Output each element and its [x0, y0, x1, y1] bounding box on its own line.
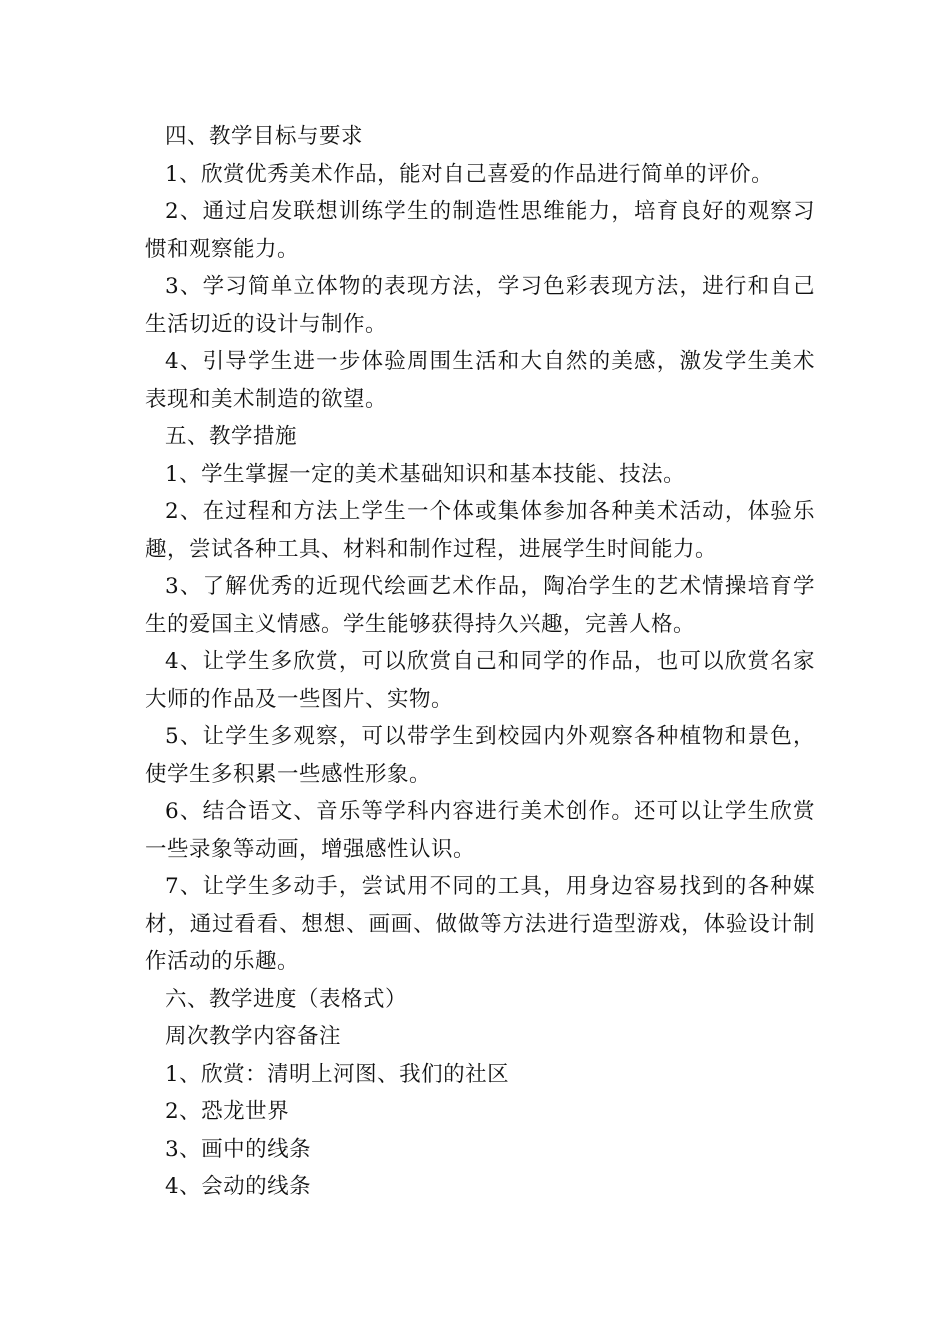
schedule-item-3: 3、画中的线条: [165, 1136, 312, 1162]
measure-item-2: 2、在过程和方法上学生一个体或集体参加各种美术活动，体验乐趣，尝试各种工具、材料和制作过程，进展学生时间能力。: [145, 499, 815, 562]
measure-item-1: 1、学生掌握一定的美术基础知识和基本技能、技法。: [165, 461, 686, 487]
goal-item-1: 1、欣赏优秀美术作品，能对自己喜爱的作品进行简单的评价。: [165, 161, 774, 187]
goal-item-2: 2、通过启发联想训练学生的制造性思维能力，培育良好的观察习惯和观察能力。: [145, 199, 815, 262]
measure-item-5: 5、让学生多观察，可以带学生到校园内外观察各种植物和景色，使学生多积累一些感性形象。: [145, 724, 815, 787]
section-heading-goals: 四、教学目标与要求: [165, 124, 364, 149]
schedule-item-4: 4、会动的线条: [165, 1174, 312, 1199]
section-heading-measures: 五、教学措施: [165, 424, 298, 449]
goal-item-3: 3、学习简单立体物的表现方法，学习色彩表现方法，进行和自己生活切近的设计与制作。: [145, 274, 815, 337]
schedule-item-1: 1、欣赏：清明上河图、我们的社区: [165, 1061, 510, 1087]
section-heading-schedule: 六、教学进度（表格式）: [165, 986, 408, 1012]
measure-item-7: 7、让学生多动手，尝试用不同的工具，用身边容易找到的各种媒材，通过看看、想想、画画、做做等方法进行造型游戏，体验设计制作活动的乐趣。: [145, 874, 815, 974]
goal-item-4: 4、引导学生进一步体验周围生活和大自然的美感，激发学生美术表现和美术制造的欲望。: [145, 349, 815, 412]
measure-item-4: 4、让学生多欣赏，可以欣赏自己和同学的作品，也可以欣赏名家大师的作品及一些图片、实物。: [145, 649, 815, 712]
measure-item-3: 3、了解优秀的近现代绘画艺术作品，陶冶学生的艺术情操培育学生的爱国主义情感。学生能够获得持久兴趣，完善人格。: [145, 574, 815, 637]
schedule-header: 周次教学内容备注: [165, 1024, 342, 1049]
document-body: [145, 118, 815, 1206]
measure-item-6: 6、结合语文、音乐等学科内容进行美术创作。还可以让学生欣赏一些录象等动画，增强感性认识。: [145, 799, 815, 862]
schedule-item-2: 2、恐龙世界: [165, 1099, 290, 1124]
